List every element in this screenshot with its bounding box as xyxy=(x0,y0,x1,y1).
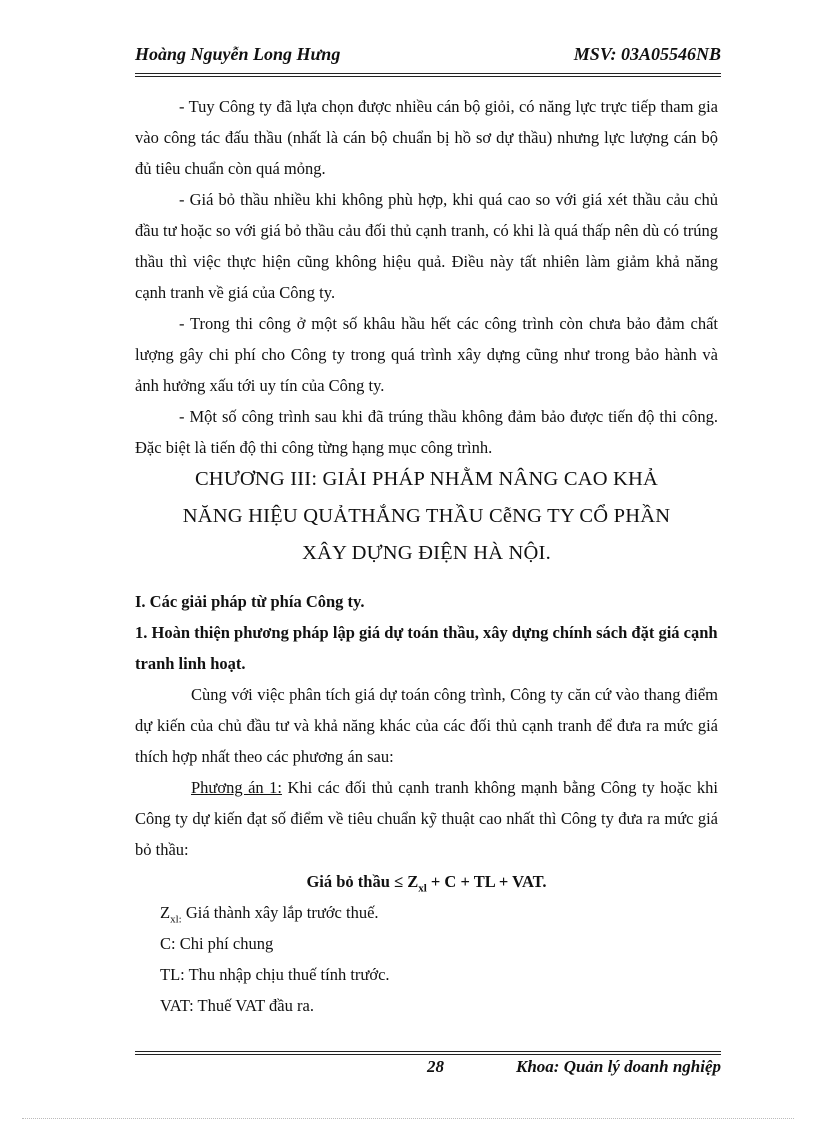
paragraph-option-1 xyxy=(135,772,718,865)
formula-subscript: xl xyxy=(418,882,427,895)
header-rule xyxy=(135,73,721,74)
chapter-title-line-1: CHƯƠNG III: GIẢI PHÁP NHẰM NÂNG CAO KHẢ xyxy=(194,468,659,490)
paragraph-bid-price: - Giá bỏ thầu nhiều khi không phù hợp, khi quá cao so với giá xét thầu cảu chủ đầu tư hoặc so với giá bỏ thầu cảu đối thủ cạnh tranh, có khi là quá thấp nên dù có trúng thầu thì việc thực hiện cũng không hiệu quả. Điều này tất nhiên làm giảm khả năng cạnh tranh về giá của Công ty. xyxy=(135,190,718,302)
header-student-id: MSV: 03A05546NB xyxy=(573,44,721,64)
definition-vat: VAT: Thuế VAT đầu ra. xyxy=(160,996,314,1015)
chapter-title-line-2: NĂNG HIỆU QUẢTHẮNG THẦU CễNG TY CỔ PHẦN xyxy=(182,505,671,527)
paragraph-intro: Cùng với việc phân tích giá dự toán công trình, Công ty căn cứ vào thang điểm dự kiến của chủ đầu tư và khả năng khác của các đối thủ cạnh tranh để đưa ra mức giá thích hợp nhất theo các phương án sau: xyxy=(135,685,718,766)
subsection-heading: 1. Hoàn thiện phương pháp lập giá dự toán thầu, xây dựng chính sách đặt giá cạnh tranh linh hoạt. xyxy=(135,623,718,673)
page-footer xyxy=(135,1057,721,1085)
paragraph-schedule: - Một số công trình sau khi đã trúng thầu không đảm bảo được tiến độ thi công. Đặc biệt là tiến độ thi công từng hạng mục công trình. xyxy=(135,407,718,457)
definition-tl: TL: Thu nhập chịu thuế tính trước. xyxy=(160,965,390,984)
formula-left: Giá bỏ thầu ≤ Z xyxy=(306,872,419,891)
chapter-title-line-3: XÂY DỰNG ĐIỆN HÀ NỘI. xyxy=(302,542,551,564)
section-heading: I. Các giải pháp từ phía Công ty. xyxy=(135,592,365,611)
header-author: Hoàng Nguyễn Long Hưng xyxy=(135,44,341,64)
formula-right: + C + TL + VAT. xyxy=(426,872,547,891)
header-rule-thin xyxy=(135,76,721,77)
page-number: 28 xyxy=(427,1057,444,1076)
footer-rule-thin xyxy=(135,1054,721,1055)
definition-zxl-symbol: Z xyxy=(160,903,171,922)
page-boundary-divider xyxy=(22,1118,794,1119)
footer-department: Khoa: Quản lý doanh nghiệp xyxy=(516,1057,721,1076)
option-text: Khi các đối thủ cạnh tranh không mạnh bằng Công ty hoặc khi Công ty dự kiến đạt số điểm về tiêu chuẩn kỹ thuật cao nhất thì Công ty đưa ra mức giá bỏ thầu: xyxy=(135,778,718,859)
definition-c: C: Chi phí chung xyxy=(160,934,274,953)
paragraph-staff: - Tuy Công ty đã lựa chọn được nhiều cán bộ giỏi, có năng lực trực tiếp tham gia vào công tác đấu thầu (nhất là cán bộ chuẩn bị hồ sơ dự thầu) nhưng lực lượng cán bộ đủ tiêu chuẩn còn quá mỏng. xyxy=(135,97,718,178)
definition-zxl-subscript: xl: xyxy=(170,913,182,926)
footer-rule xyxy=(135,1051,721,1052)
page-header xyxy=(135,44,721,72)
definition-zxl-text: Giá thành xây lắp trước thuế. xyxy=(181,903,379,922)
option-label: Phương án 1: xyxy=(191,778,282,797)
paragraph-quality: - Trong thi công ở một số khâu hầu hết các công trình còn chưa bảo đảm chất lượng gây chi phí cho Công ty trong quá trình xây dựng cũng như trong bảo hành và ảnh hưởng xấu tới uy tín của Công ty. xyxy=(135,314,718,395)
